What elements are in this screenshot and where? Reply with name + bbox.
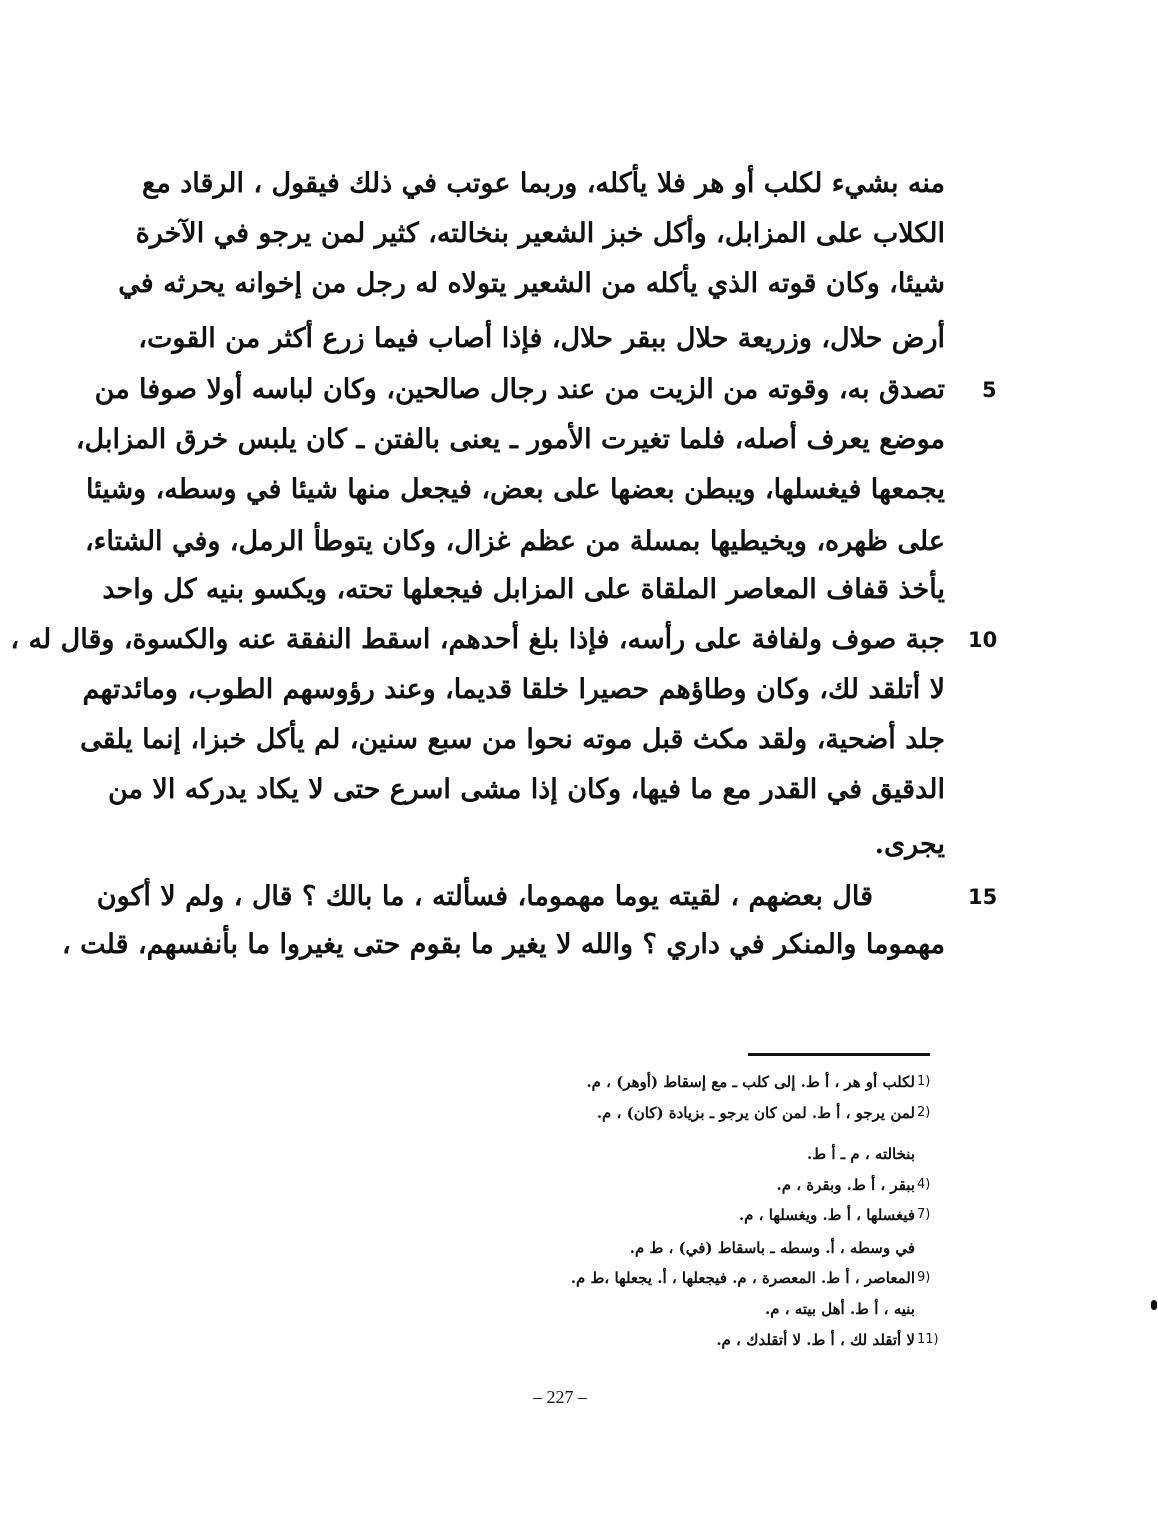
body-line: موضع يعرف أصله، فلما تغيرت الأمور ـ يعنى بالفتن ـ كان يلبس خرق المزابل،: [75, 424, 945, 455]
footnote-text: فيغسلها ، أ ط. ويغسلها ، م.: [738, 1206, 915, 1224]
body-line: تصدق به، وقوته من الزيت من عند رجال صالحين، وكان لباسه أولا صوفا من: [94, 374, 945, 405]
page-number: – 227 –: [533, 1387, 587, 1407]
footnote-text: لكلب أو هر ، أ ط. إلى كلب ـ مع إسقاط (أوهر) ، م.: [586, 1073, 915, 1091]
footnote-number: 11): [917, 1332, 939, 1347]
body-line: جبة صوف ولفافة على رأسه، فإذا بلغ أحدهم، اسقط النفقة عنه والكسوة، وقال له ،: [10, 624, 945, 655]
body-line: منه بشيء لكلب أو هر فلا يأكله، وربما عوتب في ذلك فيقول ، الرقاد مع: [141, 168, 945, 199]
footnote-text: لا أتقلد لك ، أ ط. لا أتقلدك ، م.: [716, 1331, 915, 1349]
footnote-number: 4): [917, 1177, 931, 1192]
body-line: مهموما والمنكر في داري ؟ والله لا يغير ما بقوم حتى يغيروا ما بأنفسهم، قلت ،: [62, 929, 945, 960]
footnote-text: ببقر ، أ ط. وبقرة ، م.: [776, 1176, 915, 1194]
body-line: الدقيق في القدر مع ما فيها، وكان إذا مشى اسرع حتى لا يكاد يدركه الا من: [108, 774, 945, 805]
footnote-text: بنخالته ، م ـ أ ط.: [807, 1145, 915, 1163]
body-line: لا أتلقد لك، وكان وطاؤهم حصيرا خلقا قديما، وعند رؤوسهم الطوب، ومائدتهم: [82, 674, 945, 705]
body-line: يأخذ قفاف المعاصر الملقاة على المزابل فيجعلها تحته، ويكسو بنيه كل واحد: [102, 574, 945, 605]
footnote-text: المعاصر ، أ ط. المعصرة ، م. فيجعلها ، أ. يجعلها ،ط م.: [570, 1269, 915, 1287]
footnote-number: 2): [917, 1105, 931, 1120]
footnote-rule: [748, 1053, 930, 1056]
body-line: جلد أضحية، ولقد مكث قبل موته نحوا من سبع سنين، لم يأكل خبزا، إنما يلقى: [80, 724, 945, 755]
footnote-number: 1): [917, 1074, 931, 1089]
body-line: يجمعها فيغسلها، ويبطن بعضها على بعض، فيجعل منها شيئا في وسطه، وشيئا: [85, 474, 945, 505]
line-number: 15: [968, 885, 998, 909]
footnote-text: في وسطه ، أ. وسطه ـ باسقاط (في) ، ط م.: [629, 1239, 915, 1257]
body-line: قال بعضهم ، لقيته يوما مهموما، فسألته ، ما بالك ؟ قال ، ولم لا أكون: [96, 881, 873, 912]
line-number: 5: [982, 378, 997, 402]
footnote-number: 9): [917, 1270, 931, 1285]
footnote-text: بنيه ، أ ط. أهل بيته ، م.: [765, 1300, 915, 1318]
footnote-text: لمن يرجو ، أ ط. لمن كان يرجو ـ بزيادة (كان) ، م.: [596, 1104, 915, 1122]
body-line: شيئا، وكان قوته الذي يأكله من الشعير يتولاه له رجل من إخوانه يحرثه في: [118, 268, 945, 299]
footnote-number: 7): [917, 1207, 931, 1222]
body-line: يجرى.: [874, 829, 945, 860]
scan-mark: [1151, 1300, 1157, 1310]
body-line: أرض حلال، وزريعة حلال ببقر حلال، فإذا أصاب فيما زرع أكثر من القوت،: [138, 323, 945, 354]
body-line: الكلاب على المزابل، وأكل خبز الشعير بنخالته، كثير لمن يرجو في الآخرة: [135, 218, 945, 249]
line-number: 10: [968, 628, 998, 652]
body-line: على ظهره، ويخيطيها بمسلة من عظم غزال، وكان يتوطأ الرمل، وفي الشتاء،: [84, 526, 945, 557]
